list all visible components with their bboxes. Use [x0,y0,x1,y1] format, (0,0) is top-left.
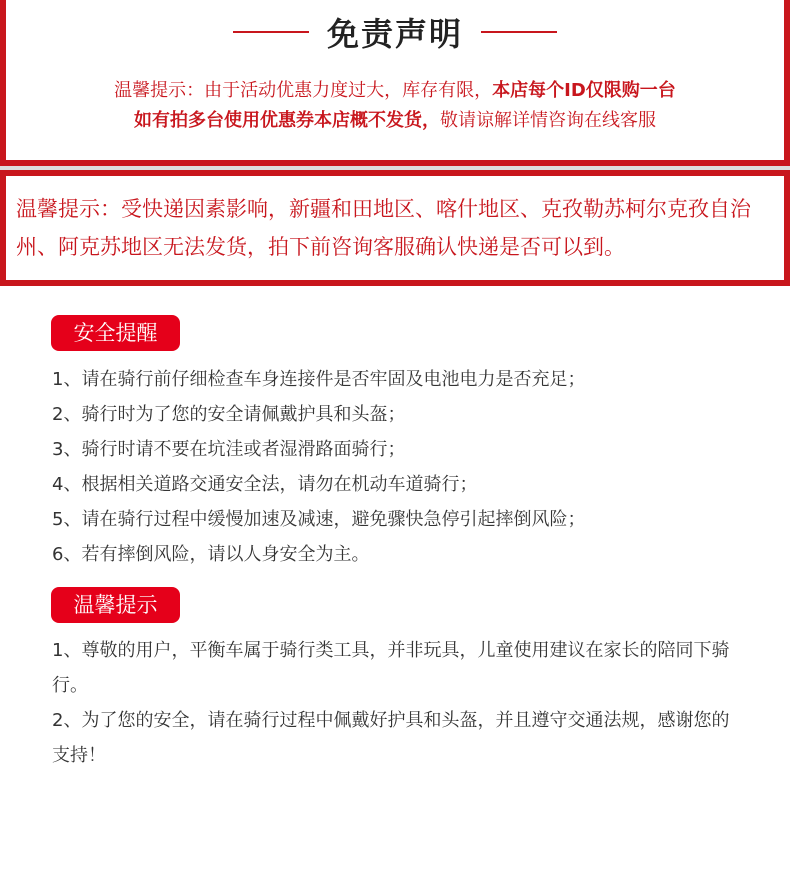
purchase-limit-text: 本店每个ID仅限购一台 [492,80,676,101]
list-item: 3、骑行时请不要在坑洼或者湿滑路面骑行； [52,439,406,460]
shipping-notice-panel [0,170,790,286]
shipping-notice-text: 温馨提示：受快递因素影响，新疆和田地区、喀什地区、克孜勒苏柯尔克孜自治州、阿克苏地区无法发货，拍下前咨询客服确认快递是否可以到。 [16,197,751,259]
safety-list [52,362,752,572]
disclaimer-panel [0,0,790,166]
list-item: 6、若有摔倒风险，请以人身安全为主。 [52,544,370,565]
list-item: 2、骑行时为了您的安全请佩戴护具和头盔； [52,404,406,425]
list-item: 1、尊敬的用户，平衡车属于骑行类工具，并非玩具，儿童使用建议在家长的陪同下骑行。 [52,640,730,696]
tips-list [52,633,732,773]
safety-badge: 安全提醒 [51,315,180,351]
list-item: 4、根据相关道路交通安全法，请勿在机动车道骑行； [52,474,478,495]
list-item: 5、请在骑行过程中缓慢加速及减速，避免骤快急停引起摔倒风险； [52,509,586,530]
title-divider-right [481,31,557,33]
no-ship-warning-text: 如有拍多台使用优惠券本店概不发货， [134,110,440,131]
list-item: 1、请在骑行前仔细检查车身连接件是否牢固及电池电力是否充足； [52,369,586,390]
list-item: 2、为了您的安全，请在骑行过程中佩戴好护具和头盔，并且遵守交通法规，感谢您的支持！ [52,710,730,766]
disclaimer-line-1-text: 温馨提示：由于活动优惠力度过大，库存有限， [114,80,493,101]
disclaimer-line-2 [6,106,784,136]
contact-service-text: 敬请谅解详情咨询在线客服 [440,110,656,131]
title-divider-left [233,31,309,33]
tips-badge: 温馨提示 [51,587,180,623]
disclaimer-title: 免责声明 [326,15,463,53]
disclaimer-notice [6,76,784,136]
disclaimer-title-row [6,10,784,54]
disclaimer-line-1 [6,76,784,106]
